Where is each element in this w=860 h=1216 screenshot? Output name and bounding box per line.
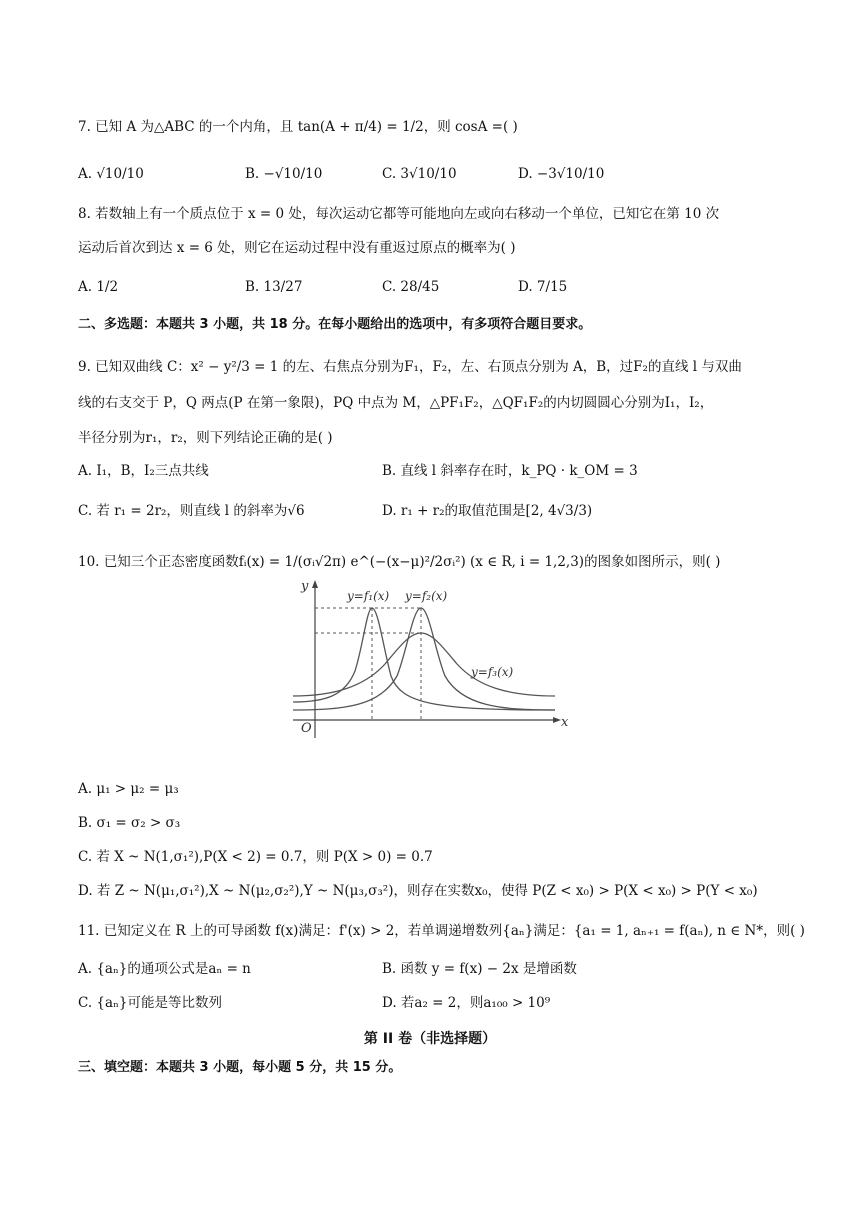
section-3-heading: 三、填空题：本题共 3 小题，每小题 5 分，共 15 分。	[78, 1060, 402, 1075]
q7-option-c: C. 3√10/10	[382, 166, 457, 182]
q7-option-d: D. −3√10/10	[518, 166, 605, 182]
q11-option-a: A. {aₙ}的通项公式是aₙ = n	[78, 961, 251, 977]
x-axis-label: x	[561, 715, 569, 730]
y-axis-arrow	[312, 580, 318, 588]
q9-stem-line3: 半径分别为r₁，r₂，则下列结论正确的是( )	[78, 430, 333, 446]
part-2-title: 第 II 卷（非选择题）	[363, 1031, 497, 1047]
q8-stem-line2: 运动后首次到达 x = 6 处，则它在运动过程中没有重返过原点的概率为( )	[78, 240, 516, 256]
normal-density-figure	[285, 576, 585, 746]
q11-option-d: D. 若a₂ = 2，则a₁₀₀ > 10⁹	[382, 995, 551, 1011]
q10-stem: 10. 已知三个正态密度函数fᵢ(x) = 1/(σᵢ√2π) e^(−(x−μ)²/2σᵢ²) (x ∈ R, i = 1,2,3)的图象如图所示，则( )	[78, 554, 721, 570]
curve-f1	[293, 608, 555, 710]
q9-stem-line1: 9. 已知双曲线 C：x² − y²/3 = 1 的左、右焦点分别为F₁，F₂，左、右顶点分别为 A，B，过F₂的直线 l 与双曲	[78, 359, 742, 375]
q11-option-b: B. 函数 y = f(x) − 2x 是增函数	[382, 961, 577, 977]
q7-stem: 7. 已知 A 为△ABC 的一个内角，且 tan(A + π/4) = 1/2，则 cosA =( )	[78, 119, 518, 135]
q8-stem-line1: 8. 若数轴上有一个质点位于 x = 0 处，每次运动它都等可能地向左或向右移动一个单位，已知它在第 10 次	[78, 206, 720, 222]
q7-option-b: B. −√10/10	[245, 166, 323, 182]
curve-f3	[293, 633, 555, 696]
q8-option-d: D. 7/15	[518, 279, 568, 295]
y-axis-label: y	[301, 579, 309, 594]
q8-option-c: C. 28/45	[382, 279, 440, 295]
curve-f1-label: y=f₁(x)	[347, 589, 390, 603]
q9-option-a: A. I₁，B，I₂三点共线	[78, 463, 209, 479]
curve-f2-label: y=f₂(x)	[405, 589, 448, 603]
q8-option-a: A. 1/2	[78, 279, 119, 295]
curve-f2	[293, 608, 555, 710]
x-axis-arrow	[553, 717, 561, 723]
section-2-heading: 二、多选题：本题共 3 小题，共 18 分。在每小题给出的选项中，有多项符合题目要求。	[78, 317, 592, 332]
q10-option-c: C. 若 X ~ N(1,σ₁²),P(X < 2) = 0.7，则 P(X > 0) = 0.7	[78, 849, 433, 865]
curve-f3-label: y=f₃(x)	[471, 665, 514, 679]
q10-option-a: A. μ₁ > μ₂ = μ₃	[78, 781, 179, 797]
origin-label: O	[301, 721, 312, 736]
q10-option-d: D. 若 Z ~ N(μ₁,σ₁²),X ~ N(μ₂,σ₂²),Y ~ N(μ₃,σ₃²)，则存在实数x₀，使得 P(Z < x₀) > P(X < x₀) > P(Y < x₀)	[78, 883, 758, 899]
q11-option-c: C. {aₙ}可能是等比数列	[78, 995, 222, 1011]
q7-option-a: A. √10/10	[78, 166, 144, 182]
q11-stem: 11. 已知定义在 R 上的可导函数 f(x)满足：f'(x) > 2，若单调递增数列{aₙ}满足：{a₁ = 1, aₙ₊₁ = f(aₙ), n ∈ N*，则( )	[78, 923, 805, 939]
q9-option-c: C. 若 r₁ = 2r₂，则直线 l 的斜率为√6	[78, 503, 305, 519]
q9-option-d: D. r₁ + r₂的取值范围是[2, 4√3/3)	[382, 503, 593, 519]
q9-stem-line2: 线的右支交于 P，Q 两点(P 在第一象限)，PQ 中点为 M，△PF₁F₂，△QF₁F₂的内切圆圆心分别为I₁，I₂，	[78, 395, 714, 411]
q8-option-b: B. 13/27	[245, 279, 303, 295]
q9-option-b: B. 直线 l 斜率存在时，k_PQ · k_OM = 3	[382, 463, 638, 479]
q10-option-b: B. σ₁ = σ₂ > σ₃	[78, 815, 181, 831]
